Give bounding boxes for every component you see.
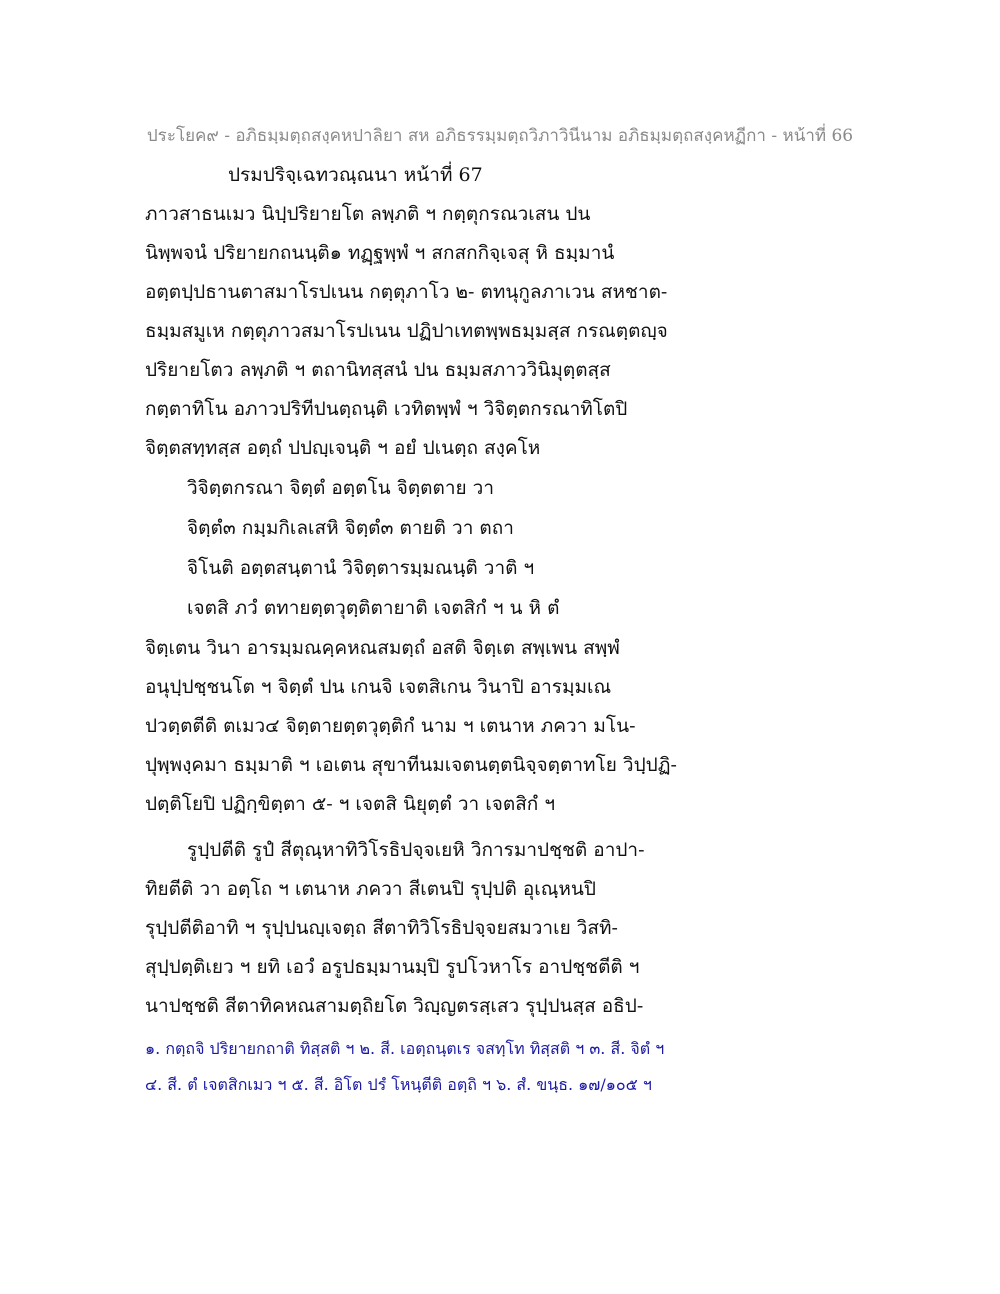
body-line: นิพฺพจนํ ปริยายกถนนฺติ๑ ทฏฺฐพฺพํ ฯ สกสกกิจฺเจสุ หิ ธมฺมานํ: [145, 242, 615, 264]
footnotes: [145, 1031, 945, 1103]
body-line: ปวตฺตตีติ ตเมว๔ จิตฺตายตฺตวุตฺติกํ นาม ฯ เตนาห ภควา มโน-: [145, 715, 636, 737]
paragraph-start-line: รูปฺปตีติ รูปํ สีตุณฺหาทิวิโรธิปจฺจเยหิ วิการมาปชฺชติ อาปา-: [187, 839, 645, 861]
body-line: ปุพฺพงฺคมา ธมฺมาติ ฯ เอเตน สุขาทีนมเจตนตฺตนิจฺจตฺตาทโย วิปฺปฏิ-: [145, 754, 677, 776]
body-line: นาปชฺชติ สีตาทิคหณสามตฺถิยโต วิญฺญตรสฺเสว รุปฺปนสฺส อธิป-: [145, 995, 644, 1017]
verse-line: จิโนติ อตฺตสนฺตานํ วิจิตฺตารมฺมณนฺติ วาติ ฯ: [187, 557, 535, 579]
body-line: จิตฺตสทฺทสฺส อตฺถํ ปปญฺเจนฺติ ฯ อยํ ปเนตฺถ สงฺคโห: [145, 437, 541, 459]
paragraph-start-line: เจตสิ ภวํ ตทายตฺตวุตฺติตายาติ เจตสิกํ ฯ น หิ ตํ: [187, 597, 560, 619]
footnote-line: ๔. สี. ตํ เจตสิกเมว ฯ ๕. สี. อิโต ปรํ โหนฺตีติ อตฺถิ ฯ ๖. สํ. ขนฺธ. ๑๗/๑๐๕ ฯ: [145, 1075, 652, 1094]
body-line: รุปฺปตีติอาทิ ฯ รุปฺปนญฺเจตฺถ สีตาทิวิโรธิปจฺจยสมวาเย วิสทิ-: [145, 917, 618, 939]
body-line: อตฺตปฺปธานตาสมาโรปเนน กตฺตุภาโว ๒- ตทนุกูลภาเวน สหชาต-: [145, 281, 668, 303]
footnote-line: ๑. กตฺถจิ ปริยายกถาติ ทิสฺสติ ฯ ๒. สี. เอตฺถนฺตเร จสทฺโท ทิสฺสติ ฯ ๓. สี. จิตํ ฯ: [145, 1039, 665, 1058]
running-header: ประโยค๙ - อภิธมฺมตฺถสงฺคหปาลิยา สห อภิธรรมฺมตฺถวิภาวินีนาม อภิธมฺมตฺถสงฺคหฏีกา - หน้าที่ 66: [146, 126, 854, 146]
body-line: ปตฺติโยปิ ปฏิกฺขิตฺตา ๕- ฯ เจตสิ นิยุตฺตํ วา เจตสิกํ ฯ: [145, 793, 556, 815]
body-line: ภาวสาธนเมว นิปฺปริยายโต ลพฺภติ ฯ กตฺตุกรณวเสน ปน: [145, 203, 591, 225]
body-line: ปริยายโตว ลพฺภติ ฯ ตถานิทสฺสนํ ปน ธมฺมสภาววินิมุตฺตสฺส: [145, 359, 611, 381]
section-heading: ปรมปริจฺเฉทวณฺณนา หน้าที่ 67: [228, 164, 483, 186]
body-line: จิตฺเตน วินา อารมฺมณคฺคหณสมตฺถํ อสติ จิตฺเต สพฺเพน สพฺพํ: [145, 637, 620, 659]
verse-line: วิจิตฺตกรณา จิตฺตํ อตฺตโน จิตฺตตาย วา: [187, 477, 495, 499]
body-line: อนุปฺปชฺชนโต ฯ จิตฺตํ ปน เกนจิ เจตสิเกน วินาปิ อารมฺมเณ: [145, 676, 612, 698]
body-line: กตฺตาทิโน อภาวปริทีปนตฺถนฺติ เวทิตพฺพํ ฯ วิจิตฺตกรณาทิโตปิ: [145, 398, 628, 420]
body-line: ธมฺมสมูเห กตฺตุภาวสมาโรปเนน ปฏิปาเทตพฺพธมฺมสฺส กรณตฺตญฺจ: [145, 320, 668, 342]
verse-line: จิตฺตํ๓ กมฺมกิเลเสหิ จิตฺตํ๓ ตายติ วา ตถา: [187, 517, 514, 539]
body-line: สุปฺปตฺติเยว ฯ ยทิ เอวํ อรูปธมฺมานมฺปิ รูปโวหาโร อาปชฺชตีติ ฯ: [145, 956, 640, 978]
body-line: ทิยตีติ วา อตฺโถ ฯ เตนาห ภควา สีเตนปิ รุปฺปติ อุเณฺหนปิ: [145, 878, 596, 900]
